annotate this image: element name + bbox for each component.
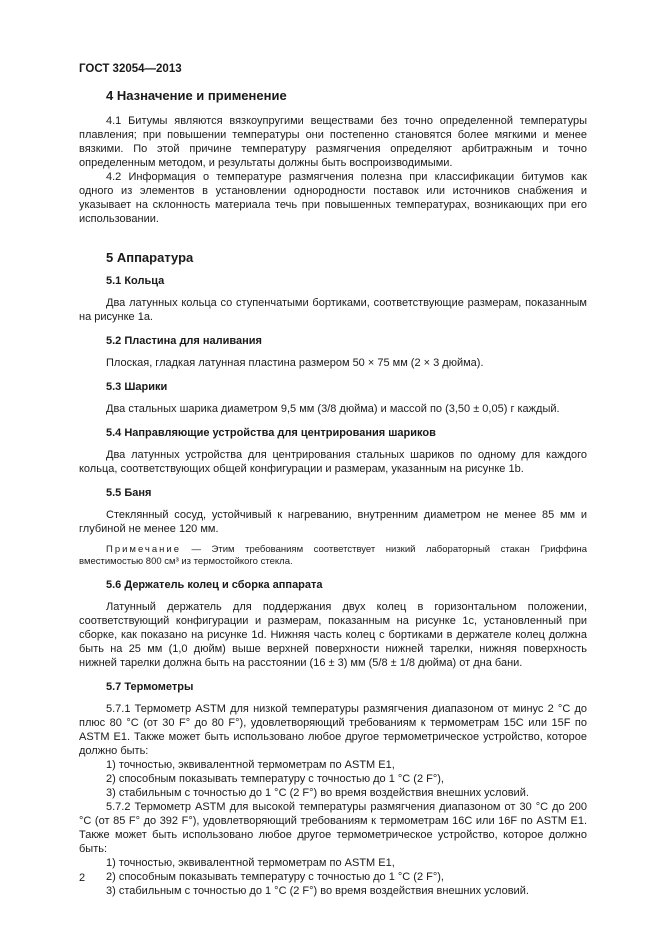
list-item: 2) способным показывать температуру с точностью до 1 °С (2 F°), [106,871,444,883]
note [79,544,587,568]
section-5-5-heading: 5.5 Баня [106,487,152,499]
section-5-7-heading: 5.7 Термометры [106,681,194,693]
list-item: 3) стабильным с точностью до 1 °С (2 F°) во время воздействия внешних условий. [106,787,529,799]
paragraph-5-2: Плоская, гладкая латунная пластина размером 50 × 75 мм (2 × 3 дюйма). [106,357,484,369]
section-5-3-heading: 5.3 Шарики [106,381,168,393]
paragraph-5-7-1: 5.7.1 Термометр ASTM для низкой температуры размягчения диапазоном от минус 2 °С до плюс 80 °С (от 30 F° до 80 F°), удовлетворяющий требованиям к термометрам 15С или 15F по ASTM E1. Также может быть использовано любое другое термометрическое устройство, которое должно быть: [79,703,587,757]
page-number: 2 [79,872,86,884]
document-body [79,88,587,898]
paragraph-5-6: Латунный держатель для поддержания двух колец в горизонтальном положении, соответствующий конфигурации и размерам, показанным на рисунке 1с, установленный при сборке, как показано на рисунке 1d. Нижняя часть колец с бортиками в держателе колец должна быть на 25 мм (1,0 дюйм) выше верхней поверхности нижней тарелки, нижняя поверхность нижней тарелки должна быть на расстоянии (16 ± 3) мм (5/8 ± 1/8 дюйма) от дна бани. [79,601,587,669]
paragraph-4-1: 4.1 Битумы являются вязкоупругими веществами без точно определенной температуры плавления; при повышении температуры они постепенно становятся более мягкими и менее вязкими. По этой причине температуру размягчения определяют арбитражным и точно определенным методом, и результаты должны быть воспроизводимыми. [79,115,587,169]
section-4-heading: 4 Назначение и применение [106,88,287,103]
list-item: 3) стабильным с точностью до 1 °С (2 F°) во время воздействия внешних условий. [106,885,529,897]
paragraph-5-3: Два стальных шарика диаметром 9,5 мм (3/8 дюйма) и массой по (3,50 ± 0,05) г каждый. [106,403,560,415]
note-label: Примечание [106,544,181,555]
list-item: 1) точностью, эквивалентной термометрам по ASTM E1, [106,759,395,771]
list-item: 2) способным показывать температуру с точностью до 1 °С (2 F°), [106,773,444,785]
section-5-6-heading: 5.6 Держатель колец и сборка аппарата [106,579,323,591]
section-5-2-heading: 5.2 Пластина для наливания [106,335,262,347]
paragraph-4-2: 4.2 Информация о температуре размягчения полезна при классификации битумов как одного из элементов в установлении однородности поставок или источников снабжения и указывает на склонность материала течь при повышенных температурах, возникающих при его использовании. [79,171,587,225]
paragraph-5-1: Два латунных кольца со ступенчатыми бортиками, соответствующие размерам, показанным на рисунке 1а. [79,297,587,323]
list-item: 1) точностью, эквивалентной термометрам по ASTM E1, [106,857,395,869]
paragraph-5-5: Стеклянный сосуд, устойчивый к нагреванию, внутренним диаметром не менее 85 мм и глубиной не менее 120 мм. [79,509,587,535]
document-header: ГОСТ 32054—2013 [79,63,182,75]
section-5-heading: 5 Аппаратура [106,250,194,265]
note-text: — Этим требованиям соответствует низкий лабораторный стакан Гриффина вместимостью 800 см³ из термостойкого стекла. [79,544,587,567]
paragraph-5-7-2: 5.7.2 Термометр ASTM для высокой температуры размягчения диапазоном от 30 °С до 200 °С (от 85 F° до 392 F°), удовлетворяющий требованиям к термометрам 16С или 16F по ASTM E1. Также может быть использовано любое другое термометрическое устройство, которое должно быть: [79,801,587,855]
paragraph-5-4: Два латунных устройства для центрирования стальных шариков по одному для каждого кольца, соответствующих общей конфигурации и размерам, указанным на рисунке 1b. [79,449,587,475]
section-5-4-heading: 5.4 Направляющие устройства для центрирования шариков [106,427,436,439]
section-5-1-heading: 5.1 Кольца [106,275,165,287]
